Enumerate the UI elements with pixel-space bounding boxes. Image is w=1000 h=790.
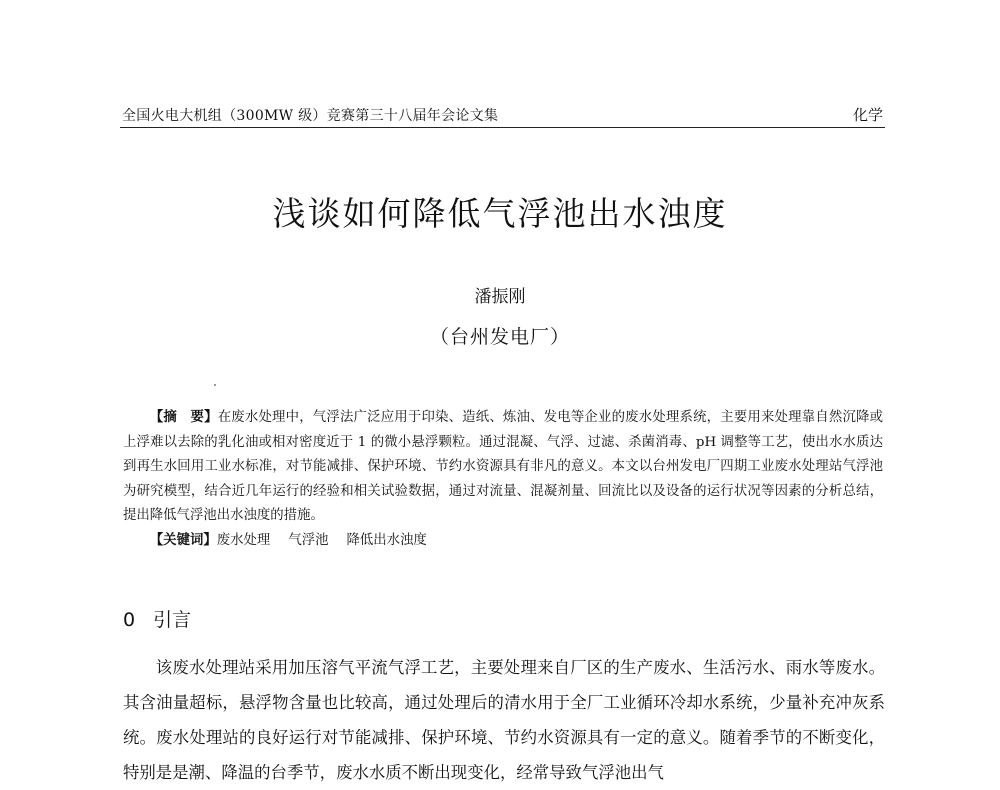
section-title: 引言	[153, 609, 192, 631]
keywords-label: 【关键词】	[149, 532, 217, 548]
keyword-item: 气浮池	[288, 532, 329, 548]
paper-title: 浅谈如何降低气浮池出水浊度	[272, 194, 728, 233]
section-number: 0	[123, 609, 136, 631]
abstract-block	[123, 406, 883, 553]
keywords-line	[123, 529, 883, 554]
body-paragraph: 该废水处理站采用加压溶气平流气浮工艺，主要处理来自厂区的生产废水、生活污水、雨水等废水。其含油量超标，悬浮物含量也比较高，通过处理后的清水用于全厂工业循环冷却水系统，少量补充冲灰系统。废水处理站的良好运行对节能减排、保护环境、节约水资源具有一定的意义。随着季节的不断变化，特别是是潮、降温的台季节，废水水质不断出现变化，经常导致气浮池出气	[123, 658, 885, 782]
section-category: 化学	[852, 106, 883, 124]
proceedings-title: 全国火电大机组（300MW 级）竞赛第三十八届年会论文集	[122, 108, 499, 124]
author-affiliation: （台州发电厂）	[429, 326, 570, 348]
scan-speck	[214, 384, 216, 386]
section-heading	[123, 605, 191, 632]
abstract-paragraph	[123, 406, 883, 529]
keyword-item: 废水处理	[216, 532, 271, 548]
keyword-item: 降低出水浊度	[346, 532, 427, 548]
abstract-label: 【摘 要】	[149, 410, 218, 425]
running-header	[120, 103, 885, 128]
author-name: 潘振刚	[474, 287, 526, 307]
abstract-text: 在废水处理中，气浮法广泛应用于印染、造纸、炼油、发电等企业的废水处理系统，主要用来处理靠自然沉降或上浮难以去除的乳化油或相对密度近于 1 的微小悬浮颗粒。通过混凝、气浮、过滤、杀菌消毒、pH 调整等工艺，使出水水质达到再生水回用工业水标准，对节能减排、保护环境、节约水资源具有非凡的意义。本文以台州发电厂四期工业废水处理站气浮池为研究模型，结合近几年运行的经验和相关试验数据，通过对流量、混凝剂量、回流比以及设备的运行状况等因素的分析总结，提出降低气浮池出水浊度的措施。	[123, 410, 884, 523]
